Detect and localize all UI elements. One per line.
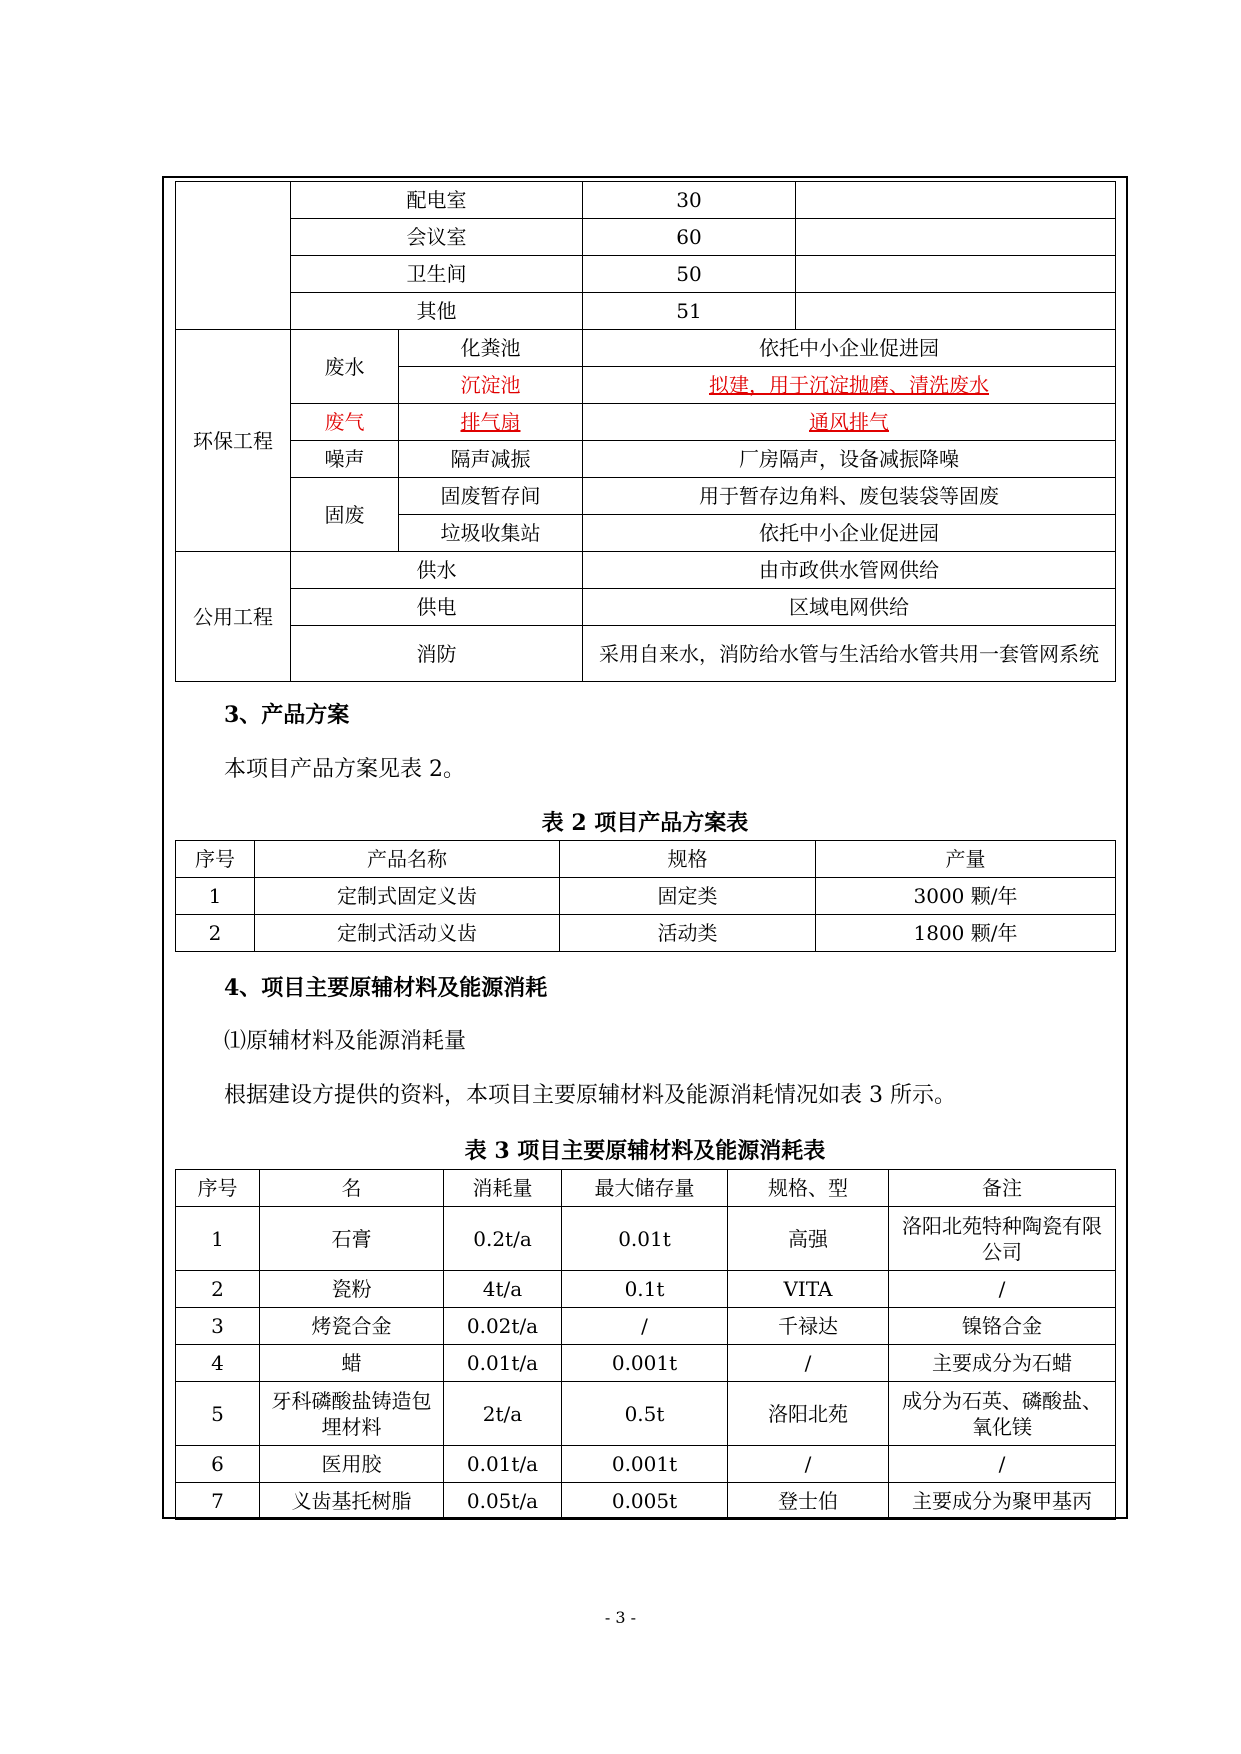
section-4-text: 根据建设方提供的资料，本项目主要原辅材料及能源消耗情况如表 3 所示。 (224, 1083, 956, 1108)
env-label: 环保工程 (176, 330, 291, 552)
public-label: 公用工程 (176, 552, 291, 682)
table-row: 噪声 隔声减振 厂房隔声，设备减振降噪 (176, 441, 1116, 478)
table-row: 5 牙科磷酸盐铸造包埋材料 2t/a 0.5t 洛阳北苑 成分为石英、磷酸盐、氧化镁 (176, 1382, 1116, 1446)
section-4-heading: 4、项目主要原辅材料及能源消耗 (224, 975, 548, 1001)
table-row: 1 定制式固定义齿 固定类 3000 颗/年 (176, 878, 1116, 915)
table-row: 废气 排气扇 通风排气 (176, 404, 1116, 441)
table-row: 垃圾收集站 依托中小企业促进园 (176, 515, 1116, 552)
table-row: 配电室 30 (176, 182, 1116, 219)
table-header-row: 序号 产品名称 规格 产量 (176, 841, 1116, 878)
table-row: 消防 采用自来水，消防给水管与生活给水管共用一套管网系统 (176, 626, 1116, 682)
section-3-heading: 3、产品方案 (224, 702, 350, 728)
table-row: 1 石膏 0.2t/a 0.01t 高强 洛阳北苑特种陶瓷有限公司 (176, 1207, 1116, 1271)
table-3-caption: 表 3 项目主要原辅材料及能源消耗表 (464, 1138, 826, 1164)
materials-table (175, 1169, 1116, 1520)
table-row: 卫生间 50 (176, 256, 1116, 293)
table-row: 2 定制式活动义齿 活动类 1800 颗/年 (176, 915, 1116, 952)
table-2-caption: 表 2 项目产品方案表 (541, 810, 749, 836)
table-header-row: 序号 名 消耗量 最大储存量 规格、型 备注 (176, 1170, 1116, 1207)
page-number: - 3 - (604, 1608, 637, 1627)
section-3-text: 本项目产品方案见表 2。 (224, 757, 465, 782)
table-row: 6 医用胶 0.01t/a 0.001t / / (176, 1446, 1116, 1483)
table-row: 公用工程 供水 由市政供水管网供给 (176, 552, 1116, 589)
table-row: 其他 51 (176, 293, 1116, 330)
table-row: 沉淀池 拟建，用于沉淀抛磨、清洗废水 (176, 367, 1116, 404)
table-row: 7 义齿基托树脂 0.05t/a 0.005t 登士伯 主要成分为聚甲基丙 (176, 1483, 1116, 1520)
table-row: 2 瓷粉 4t/a 0.1t VITA / (176, 1271, 1116, 1308)
product-table (175, 840, 1116, 952)
table-row: 供电 区域电网供给 (176, 589, 1116, 626)
engineering-table (175, 181, 1116, 682)
table-row: 环保工程 废水 化粪池 依托中小企业促进园 (176, 330, 1116, 367)
section-4-subheading: ⑴原辅材料及能源消耗量 (224, 1029, 467, 1054)
table-row: 3 烤瓷合金 0.02t/a / 千禄达 镍铬合金 (176, 1308, 1116, 1345)
table-row: 固废 固废暂存间 用于暂存边角料、废包装袋等固废 (176, 478, 1116, 515)
table-row: 4 蜡 0.01t/a 0.001t / 主要成分为石蜡 (176, 1345, 1116, 1382)
table-row: 会议室 60 (176, 219, 1116, 256)
